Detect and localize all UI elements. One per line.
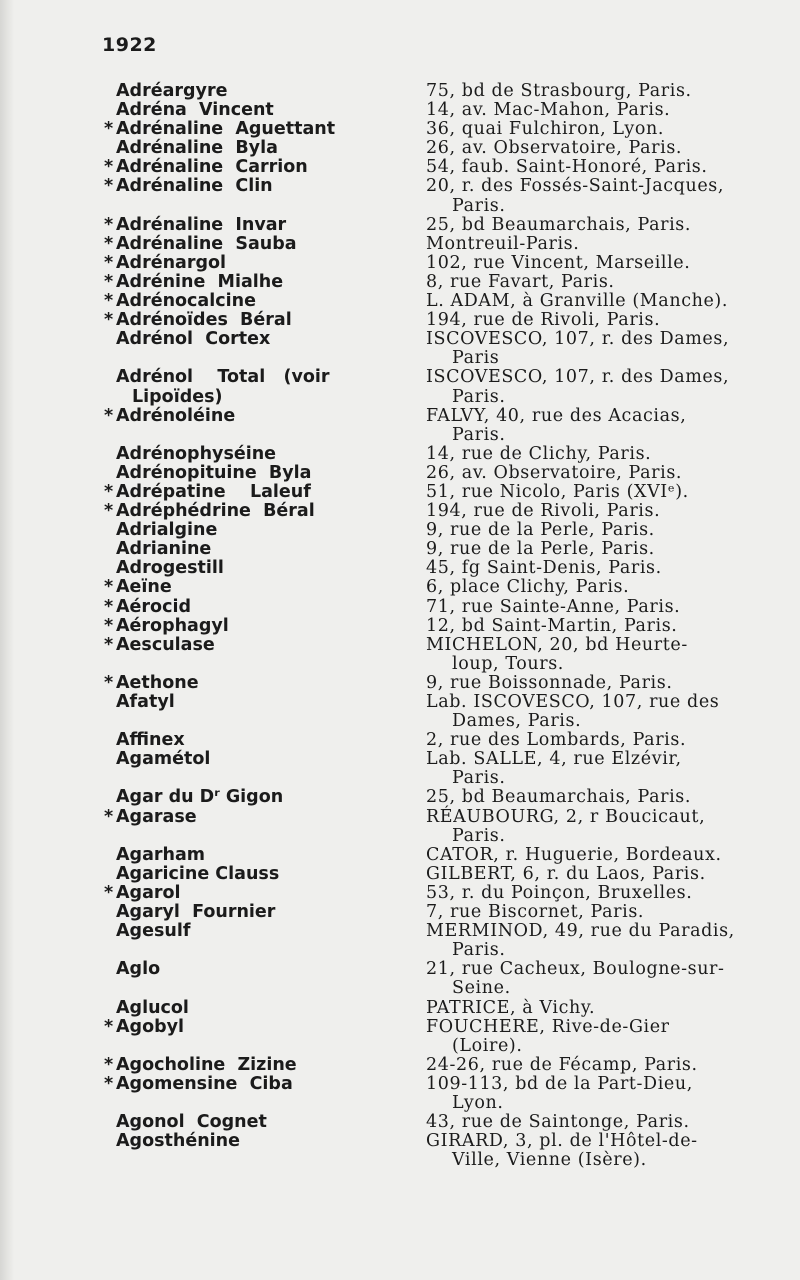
address-continuation: (Loire). [452,1035,523,1056]
product-name-text: Agar du Dʳ Gigon [116,787,284,808]
address-line: 109-113, bd de la Part-Dieu, [426,1073,693,1094]
address-line: 51, rue Nicolo, Paris (XVIᵉ). [426,481,689,502]
page-gutter [0,0,14,1280]
product-name [104,750,426,769]
asterisk-marker: * [104,233,114,254]
product-name-text: Adrénoïdes Béral [116,310,292,331]
list-item [104,292,794,311]
product-name-text: Adrianine [116,539,212,560]
address-line: Lab. SALLE, 4, rue Elzévir, [426,749,682,770]
address [426,1113,794,1132]
product-name [104,254,426,273]
list-item [104,1056,794,1075]
product-name-text: Adrénocalcine [116,291,256,312]
address [426,788,794,807]
address-line: 2, rue des Lombards, Paris. [426,730,687,751]
asterisk-marker: * [104,252,114,273]
product-name-text: Adrénargol [116,252,227,273]
address [426,464,794,483]
list-item [104,1018,794,1056]
product-name [104,674,426,693]
product-name [104,903,426,922]
product-name-text: Adrénine Mialhe [116,271,284,292]
address [426,540,794,559]
list-item [104,368,794,406]
address [426,311,794,330]
product-name-text: Affinex [116,730,185,751]
asterisk-marker: * [104,176,114,197]
list-item [104,254,794,273]
list-item [104,999,794,1018]
address [426,578,794,597]
address [426,750,794,788]
product-name [104,598,426,617]
asterisk-marker: * [104,615,114,636]
list-item [104,731,794,750]
address-line: RÉAUBOURG, 2, r Boucicaut, [426,806,706,827]
list-item [104,1132,794,1170]
list-item [104,216,794,235]
address-continuation: Ville, Vienne (Isère). [452,1150,647,1171]
address [426,884,794,903]
asterisk-marker: * [104,271,114,292]
product-name-text: Agesulf [116,921,191,942]
address [426,177,794,215]
product-name [104,1113,426,1132]
address-line: 26, av. Observatoire, Paris. [426,462,683,483]
product-name-text: Agobyl [116,1016,185,1037]
address-continuation: Paris. [452,195,506,216]
product-name [104,445,426,464]
address-line: MICHELON, 20, bd Heurte- [426,634,688,655]
address-line: 12, bd Saint-Martin, Paris. [426,615,678,636]
list-item [104,120,794,139]
list-item [104,903,794,922]
product-name-text: Adréphédrine Béral [116,501,315,522]
product-name-text: Agomensine Ciba [116,1073,293,1094]
address-line: 14, rue de Clichy, Paris. [426,443,652,464]
product-name [104,1075,426,1094]
product-name [104,960,426,979]
list-item [104,139,794,158]
list-item [104,750,794,788]
address-line: 25, bd Beaumarchais, Paris. [426,787,692,808]
address-continuation: Lyon. [452,1092,504,1113]
list-item [104,1113,794,1132]
product-name-text: Adrénaline Clin [116,176,273,197]
asterisk-marker: * [104,882,114,903]
product-name-text: Agarham [116,844,206,865]
address-continuation: Paris. [452,768,506,789]
product-name-text: Agarase [116,806,197,827]
asterisk-marker: * [104,634,114,655]
address [426,617,794,636]
product-name [104,922,426,941]
address-line: GIRARD, 3, pl. de l'Hôtel-de- [426,1131,698,1152]
product-name-text: Agamétol [116,749,211,770]
product-name-text: Agosthénine [116,1131,240,1152]
product-name-text: Adrénol Total (voir [116,367,330,388]
list-item [104,960,794,998]
list-item [104,922,794,960]
address [426,1018,794,1056]
list-item [104,884,794,903]
address-line: 45, fg Saint-Denis, Paris. [426,558,662,579]
address [426,330,794,368]
address-line: 6, place Clichy, Paris. [426,577,630,598]
list-item [104,235,794,254]
product-name-text: Adrogestill [116,558,224,579]
address-continuation: Dames, Paris. [452,711,582,732]
address-line: FOUCHERE, Rive-de-Gier [426,1016,670,1037]
address-line: Montreuil-Paris. [426,233,580,254]
product-name-text: Adrialgine [116,520,218,541]
address [426,158,794,177]
product-name-text: Aérocid [116,596,191,617]
list-item [104,674,794,693]
product-name [104,158,426,177]
address [426,1132,794,1170]
address-continuation: Paris [452,348,500,369]
address [426,731,794,750]
address [426,559,794,578]
address-line: 43, rue de Saintonge, Paris. [426,1112,690,1133]
asterisk-marker: * [104,214,114,235]
address [426,82,794,101]
product-name [104,578,426,597]
product-name [104,273,426,292]
product-name [104,502,426,521]
address [426,292,794,311]
product-name [104,846,426,865]
address [426,674,794,693]
address [426,1075,794,1113]
address-line: 25, bd Beaumarchais, Paris. [426,214,692,235]
asterisk-marker: * [104,1054,114,1075]
product-name-text: Aethone [116,672,199,693]
list-item [104,636,794,674]
list-item [104,540,794,559]
address [426,101,794,120]
product-name [104,101,426,120]
product-name [104,540,426,559]
list-item [104,598,794,617]
address [426,368,794,406]
address [426,903,794,922]
address-line: 9, rue de la Perle, Paris. [426,539,655,560]
list-item [104,846,794,865]
product-name-text: Adrénaline Byla [116,138,278,159]
product-name-text: Afatyl [116,692,175,712]
list-item [104,158,794,177]
address-line: GILBERT, 6, r. du Laos, Paris. [426,863,706,884]
product-name-text: Adrénaline Sauba [116,233,297,254]
address-line: 26, av. Observatoire, Paris. [426,138,683,159]
product-name [104,617,426,636]
address-line: FALVY, 40, rue des Acacias, [426,405,687,426]
product-name [104,1018,426,1037]
list-item [104,407,794,445]
product-name-text: Adrépatine Laleuf [116,481,311,502]
asterisk-marker: * [104,501,114,522]
address [426,254,794,273]
address [426,502,794,521]
product-name [104,636,426,655]
address-line: Lab. ISCOVESCO, 107, rue des [426,692,720,712]
product-name [104,808,426,827]
product-name-text: Adrénaline Carrion [116,157,308,178]
address [426,999,794,1018]
product-name [104,292,426,311]
address-continuation: Seine. [452,978,511,999]
list-item [104,578,794,597]
address [426,922,794,960]
list-item [104,101,794,120]
product-name [104,139,426,158]
address [426,1056,794,1075]
product-name [104,311,426,330]
list-item [104,273,794,292]
product-name [104,865,426,884]
asterisk-marker: * [104,672,114,693]
product-name [104,731,426,750]
product-name [104,407,426,426]
address [426,846,794,865]
product-name [104,1132,426,1151]
product-name [104,177,426,196]
address-line: 7, rue Biscornet, Paris. [426,902,645,923]
list-item [104,808,794,846]
address-line: PATRICE, à Vichy. [426,997,596,1018]
list-item [104,311,794,330]
product-name [104,368,426,406]
address [426,445,794,464]
product-name [104,216,426,235]
product-name-text: Agaryl Fournier [116,902,276,923]
list-item [104,617,794,636]
address-line: 71, rue Sainte-Anne, Paris. [426,596,681,617]
product-name [104,1056,426,1075]
product-name-text: Aglucol [116,997,189,1018]
list-item [104,502,794,521]
asterisk-marker: * [104,577,114,598]
product-name [104,788,426,807]
product-name-text: Aesculase [116,634,215,655]
asterisk-marker: * [104,310,114,331]
asterisk-marker: * [104,1016,114,1037]
product-name-text: Agarol [116,882,181,903]
product-name [104,82,426,101]
product-name-text: Adréargyre [116,81,228,101]
address [426,273,794,292]
asterisk-marker: * [104,1073,114,1094]
list-item [104,788,794,807]
product-name-text: Agocholine Zizine [116,1054,297,1075]
list-item [104,483,794,502]
list-item [104,464,794,483]
address [426,808,794,846]
address-line: 20, r. des Fossés-Saint-Jacques, [426,176,725,197]
asterisk-marker: * [104,157,114,178]
address-line: 102, rue Vincent, Marseille. [426,252,691,273]
address-line: 21, rue Cacheux, Boulogne-sur- [426,959,725,980]
product-name-continuation: Lipoïdes) [132,386,223,407]
list-item [104,865,794,884]
address-continuation: loup, Tours. [452,653,564,674]
address-line: MERMINOD, 49, rue du Paradis, [426,921,735,942]
product-name [104,235,426,254]
address-line: L. ADAM, à Granville (Manche). [426,291,729,312]
address-line: CATOR, r. Huguerie, Bordeaux. [426,844,722,865]
address [426,521,794,540]
product-name [104,120,426,139]
address-line: 53, r. du Poinçon, Bruxelles. [426,882,693,903]
address [426,120,794,139]
asterisk-marker: * [104,806,114,827]
address-line: ISCOVESCO, 107, r. des Dames, [426,367,730,388]
asterisk-marker: * [104,596,114,617]
address-line: 9, rue Boissonnade, Paris. [426,672,673,693]
list-item [104,559,794,578]
product-name-text: Aeïne [116,577,172,598]
product-name [104,483,426,502]
product-name-text: Adrénopituine Byla [116,462,312,483]
list-item [104,445,794,464]
product-name-text: Adrénophyséine [116,443,277,464]
address [426,636,794,674]
address [426,865,794,884]
address-line: 75, bd de Strasbourg, Paris. [426,81,692,101]
address [426,483,794,502]
address-continuation: Paris. [452,386,506,407]
list-item [104,1075,794,1113]
list-item [104,330,794,368]
product-name [104,693,426,712]
asterisk-marker: * [104,481,114,502]
product-name-text: Adrénol Cortex [116,329,271,350]
page-year: 1922 [102,34,157,56]
address-line: 194, rue de Rivoli, Paris. [426,310,661,331]
asterisk-marker: * [104,291,114,312]
asterisk-marker: * [104,405,114,426]
asterisk-marker: * [104,119,114,140]
address [426,693,794,731]
address [426,216,794,235]
list-item [104,521,794,540]
address-line: 194, rue de Rivoli, Paris. [426,501,661,522]
product-name [104,999,426,1018]
address [426,139,794,158]
address-continuation: Paris. [452,940,506,961]
product-name-text: Agonol Cognet [116,1112,267,1133]
product-name [104,521,426,540]
address-line: 8, rue Favart, Paris. [426,271,615,292]
product-name-text: Aérophagyl [116,615,229,636]
product-name [104,330,426,349]
address [426,235,794,254]
address [426,598,794,617]
product-name-text: Aglo [116,959,161,980]
list-item [104,177,794,215]
product-name [104,884,426,903]
address-line: 9, rue de la Perle, Paris. [426,520,655,541]
address-line: 36, quai Fulchiron, Lyon. [426,119,665,140]
list-item [104,82,794,101]
product-name-text: Adréna Vincent [116,100,274,121]
entry-list [104,82,794,1170]
list-item [104,693,794,731]
address-line: ISCOVESCO, 107, r. des Dames, [426,329,730,350]
address-line: 24-26, rue de Fécamp, Paris. [426,1054,698,1075]
address-line: 14, av. Mac-Mahon, Paris. [426,100,671,121]
product-name-text: Adrénaline Invar [116,214,287,235]
product-name-text: Adrénaline Aguettant [116,119,336,140]
address [426,407,794,445]
address-continuation: Paris. [452,825,506,846]
address-continuation: Paris. [452,424,506,445]
product-name [104,464,426,483]
product-name [104,559,426,578]
address [426,960,794,998]
address-line: 54, faub. Saint-Honoré, Paris. [426,157,708,178]
product-name-text: Agaricine Clauss [116,863,280,884]
product-name-text: Adrénoléine [116,405,236,426]
